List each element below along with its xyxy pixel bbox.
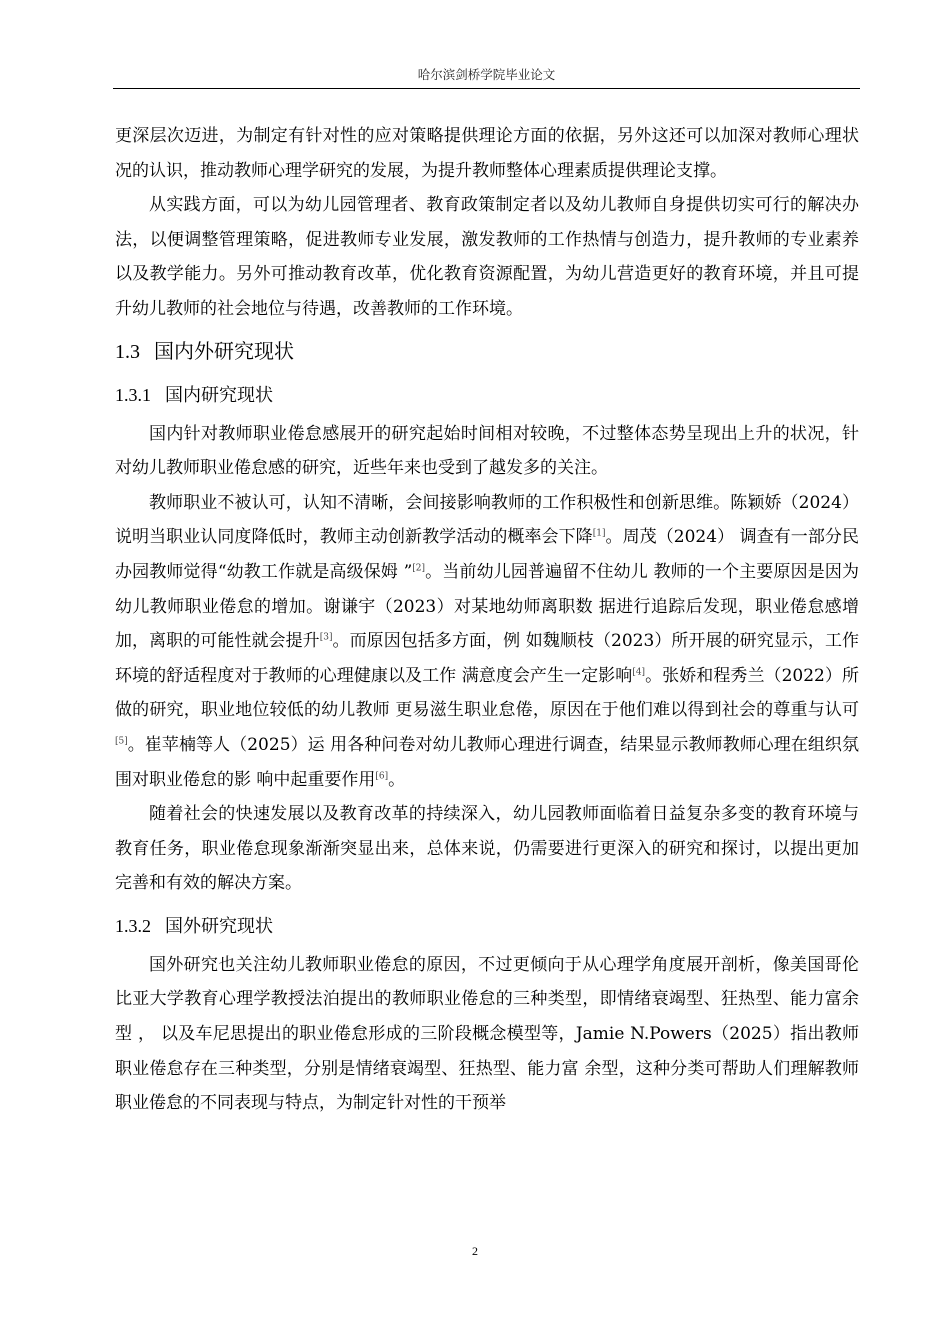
paragraph-domestic-summary: 随着社会的快速发展以及教育改革的持续深入，幼儿园教师面临着日益复杂多变的教育环境与教育任务，职业倦怠现象渐渐突显出来，总体来说，仍需要进行更深入的研究和探讨，以提出更加完善和有效的解决方案。 (115, 804, 859, 894)
text-run: 。周茂（2024） 调查有一部分民办园教师觉得“幼教工作就是高级保姆 ” (115, 527, 859, 582)
text-run: 。 (388, 769, 406, 790)
paragraph-domestic-studies (115, 486, 859, 797)
section-heading-1-3 (115, 333, 859, 370)
citation-6: [6] (375, 770, 389, 781)
page-body (115, 119, 859, 1121)
section-number: 1.3.1 (115, 384, 151, 405)
text-run: 。张娇和程秀兰（2022）所做的研究，职业地位较低的幼儿教师 更易滋生职业怠倦，原因在于他们难以得到社会的尊重与认可 (115, 665, 860, 721)
section-heading-1-3-1 (115, 378, 859, 413)
section-title: 国外研究现状 (165, 915, 273, 937)
citation-5: [5] (115, 736, 128, 747)
citation-3: [3] (319, 632, 333, 643)
text-run: 教师职业不被认可，认知不清晰，会间接影响教师的工作积极性和创新思维。陈颖娇（2024）说明当职业认同度降低时，教师主动创新教学活动的概率会下降 (115, 492, 859, 548)
header-divider (113, 88, 860, 89)
section-number: 1.3 (115, 340, 140, 363)
text-run: 。崔苹楠等人（2025）运 用各种问卷对幼儿教师心理进行调查，结果显示教师教师心理在组织氛围对职业倦怠的影 响中起重要作用 (115, 734, 859, 790)
running-header: 哈尔滨剑桥学院毕业论文 (417, 67, 556, 82)
paragraph-continued: 更深层次迈进，为制定有针对性的应对策略提供理论方面的依据，另外这还可以加深对教师心理状况的认识，推动教师心理学研究的发展，为提升教师整体心理素质提供理论支撑。 (115, 126, 859, 181)
citation-1: [1] (592, 528, 606, 539)
paragraph-foreign-studies: 国外研究也关注幼儿教师职业倦怠的原因，不过更倾向于从心理学角度展开剖析，像美国哥伦比亚大学教育心理学教授法泊提出的教师职业倦怠的三种类型，即情绪衰竭型、狂热型、能力富余型 ， 以及车尼思提出的职业倦怠形成的三阶段概念模型等，Jamie N.Powers（2025）指出教师职业倦怠存在三种类型，分别是情绪衰竭型、狂热型、能力富 余型，这种分类可帮助人们理解教师职业倦怠的不同表现与特点，为制定针对性的干预举 (115, 954, 859, 1114)
section-number: 1.3.2 (115, 915, 151, 936)
section-heading-1-3-2 (115, 909, 859, 944)
section-title: 国内外研究现状 (154, 338, 294, 363)
text-run: 。当前幼儿园普遍留不住幼儿 教师的一个主要原因是因为幼儿教师职业倦怠的增加。谢谦宇（2023）对某地幼师离职数 据进行追踪后发现，职业倦怠感增加，离职的可能性就会提升 (115, 561, 859, 652)
section-title: 国内研究现状 (165, 384, 273, 406)
text-run: 。而原因包括多方面，例 如魏顺枝（2023）所开展的研究显示，工作环境的舒适程度对于教师的心理健康以及工作 满意度会产生一定影响 (115, 631, 860, 686)
paragraph-practical-significance: 从实践方面，可以为幼儿园管理者、教育政策制定者以及幼儿教师自身提供切实可行的解决办法，以便调整管理策略，促进教师专业发展，激发教师的工作热情与创造力，提升教师的专业素养以及教学能力。另外可推动教育改革，优化教育资源配置，为幼儿营造更好的教育环境，并且可提升幼儿教师的社会地位与待遇，改善教师的工作环境。 (115, 195, 859, 319)
citation-4: [4] (632, 667, 646, 678)
citation-2: [2] (412, 563, 426, 574)
page-number: 2 (472, 1244, 478, 1258)
paragraph-domestic-intro: 国内针对教师职业倦怠感展开的研究起始时间相对较晚，不过整体态势呈现出上升的状况，针对幼儿教师职业倦怠感的研究，近些年来也受到了越发多的关注。 (115, 423, 859, 479)
